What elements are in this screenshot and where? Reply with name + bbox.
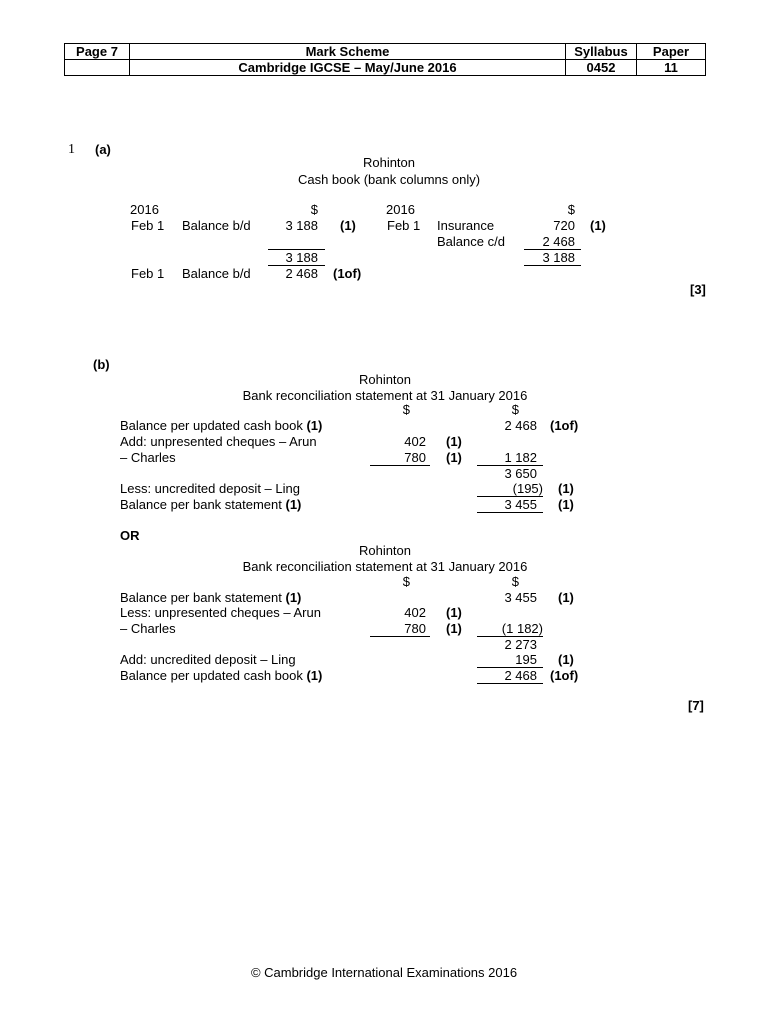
recon2-line-1-mark: (1) [285, 590, 302, 605]
recon2-subtitle: Bank reconciliation statement at 31 January 2016 [242, 559, 528, 574]
recon2-line-2-amount: 402 [404, 605, 426, 620]
credit-date: Feb 1 [387, 218, 421, 233]
part-b-marks: [7] [688, 698, 704, 713]
credit-details-insurance: Insurance [437, 218, 495, 233]
credit-amount-insurance: 720 [553, 218, 575, 233]
recon1-currency-2: $ [511, 402, 519, 417]
recon1-line-3-total: 1 182 [504, 450, 537, 465]
recon2-line-5-mark: (1) [558, 652, 574, 667]
recon1-line-6-text: Balance per bank statement [120, 497, 286, 512]
paper-value: 11 [637, 60, 706, 76]
recon2-line-3-mark: (1) [446, 621, 462, 636]
recon1-name: Rohinton [358, 372, 412, 387]
recon2-line-3-text: – Charles [120, 621, 176, 636]
recon1-line-1-text: Balance per updated cash book [120, 418, 307, 433]
recon1-line-2-text: Add: unpresented cheques – Arun [120, 434, 317, 449]
recon2-currency-2: $ [511, 574, 519, 589]
page-number-empty [65, 60, 130, 76]
recon2-line-3-total: (1 182) [501, 621, 543, 636]
recon1-subtitle: Bank reconciliation statement at 31 January 2016 [242, 388, 528, 403]
page-number: Page 7 [65, 44, 130, 60]
recon2-line-5-text: Add: uncredited deposit – Ling [120, 652, 296, 667]
recon2-line-6-amount: 2 468 [504, 668, 537, 683]
recon2-currency-1: $ [402, 574, 410, 589]
part-a-label: (a) [95, 142, 111, 157]
or-label: OR [120, 528, 140, 543]
debit-total: 3 188 [285, 250, 318, 265]
recon2-line-5-amount: 195 [515, 652, 537, 667]
cash-book-name: Rohinton [362, 155, 416, 170]
recon2-line-1-mark2: (1) [558, 590, 574, 605]
header-table [64, 43, 706, 76]
debit-mark: (1) [340, 218, 356, 233]
recon1-rule-col1 [370, 465, 430, 466]
recon1-rule-final-bottom [477, 512, 543, 513]
recon2-line-1 [120, 590, 301, 606]
credit-total-rule-bottom [524, 265, 581, 266]
recon1-line-1 [120, 418, 322, 434]
recon2-line-1-text: Balance per bank statement [120, 590, 286, 605]
credit-total: 3 188 [542, 250, 575, 265]
recon1-line-2-amount: 402 [404, 434, 426, 449]
footer-copyright: © Cambridge International Examinations 2016 [250, 965, 518, 980]
credit-amount-balance: 2 468 [542, 234, 575, 249]
recon2-line-1-amount: 3 455 [504, 590, 537, 605]
balance-bd-date: Feb 1 [131, 266, 165, 281]
balance-bd-mark: (1of) [333, 266, 362, 281]
recon1-line-2-mark: (1) [446, 434, 462, 449]
recon2-line-2-mark: (1) [446, 605, 462, 620]
recon1-line-3-mark: (1) [446, 450, 462, 465]
recon2-line-6-text: Balance per updated cash book [120, 668, 307, 683]
recon2-rule-final-bottom [477, 683, 543, 684]
debit-year: 2016 [130, 202, 159, 217]
credit-mark: (1) [590, 218, 606, 233]
recon2-rule-col1 [370, 636, 430, 637]
paper-label: Paper [637, 44, 706, 60]
recon1-line-1-mark2: (1of) [550, 418, 579, 433]
credit-year: 2016 [386, 202, 415, 217]
recon1-subtotal: 3 650 [504, 466, 537, 481]
recon2-line-3-amount: 780 [404, 621, 426, 636]
debit-currency: $ [310, 202, 318, 217]
cash-book-subtitle: Cash book (bank columns only) [297, 172, 481, 187]
debit-amount: 3 188 [285, 218, 318, 233]
recon1-line-5-text: Less: uncredited deposit – Ling [120, 481, 300, 496]
recon1-line-6-amount: 3 455 [504, 497, 537, 512]
part-b-label: (b) [93, 357, 110, 372]
balance-bd-details: Balance b/d [182, 266, 251, 281]
document-title: Mark Scheme [130, 44, 566, 60]
recon2-subtotal: 2 273 [504, 637, 537, 652]
recon1-line-1-amount: 2 468 [504, 418, 537, 433]
recon1-line-6-mark: (1) [285, 497, 302, 512]
recon1-line-1-mark: (1) [306, 418, 323, 433]
syllabus-label: Syllabus [566, 44, 637, 60]
question-number: 1 [68, 142, 75, 157]
recon1-line-3-amount: 780 [404, 450, 426, 465]
part-a-marks: [3] [690, 282, 706, 297]
recon1-line-5-amount: (195) [512, 481, 543, 496]
syllabus-value: 0452 [566, 60, 637, 76]
credit-details-balance: Balance c/d [437, 234, 505, 249]
debit-details: Balance b/d [182, 218, 251, 233]
credit-currency: $ [567, 202, 575, 217]
document-subtitle: Cambridge IGCSE – May/June 2016 [130, 60, 566, 76]
recon2-line-6 [120, 668, 322, 684]
recon1-line-6-mark2: (1) [558, 497, 574, 512]
recon1-line-5-mark: (1) [558, 481, 574, 496]
recon1-currency-1: $ [402, 402, 410, 417]
balance-bd-amount: 2 468 [285, 266, 318, 281]
recon2-line-6-mark: (1) [306, 668, 323, 683]
debit-date: Feb 1 [131, 218, 165, 233]
recon2-line-2-text: Less: unpresented cheques – Arun [120, 605, 321, 620]
recon1-line-6 [120, 497, 301, 513]
recon2-line-6-mark2: (1of) [550, 668, 579, 683]
recon1-line-3-text: – Charles [120, 450, 176, 465]
recon2-name: Rohinton [358, 543, 412, 558]
